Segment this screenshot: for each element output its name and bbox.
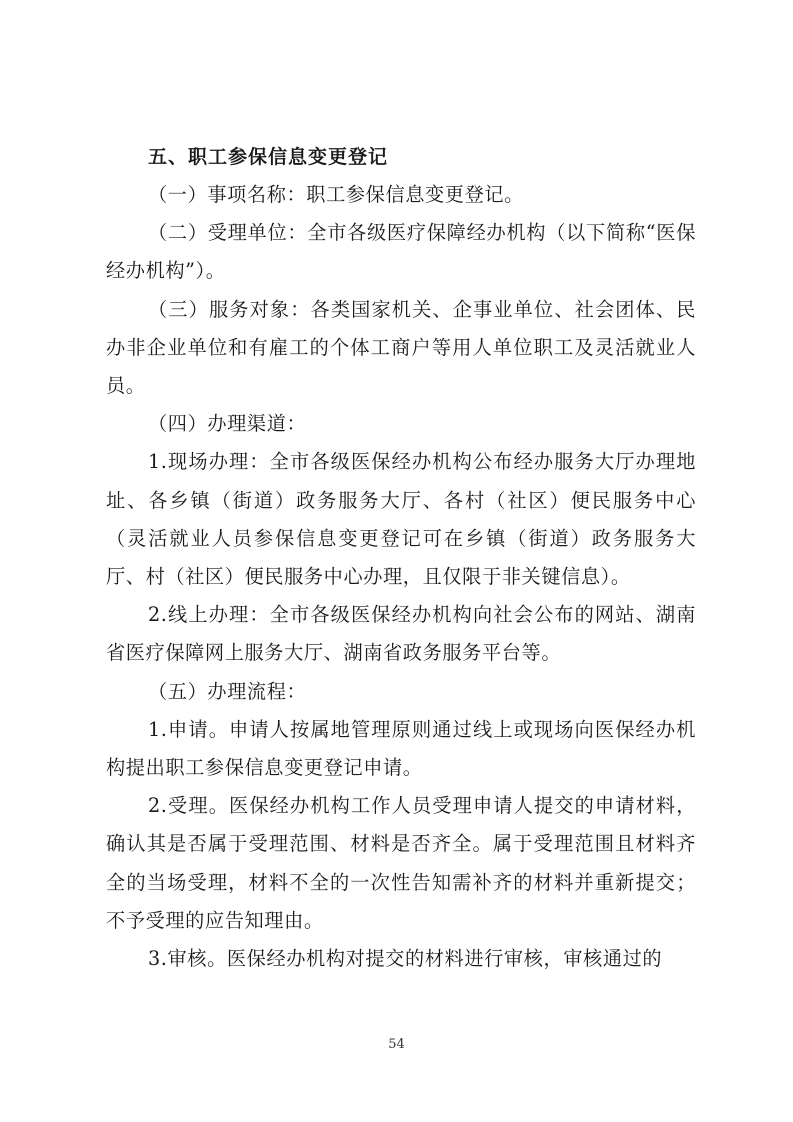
document-body: [106, 138, 696, 978]
paragraph-accepting-unit: （二）受理单位：全市各级医疗保障经办机构（以下简称“医保经办机构”）。: [106, 221, 696, 283]
paragraph-accept: 2.受理。医保经办机构工作人员受理申请人提交的申请材料，确认其是否属于受理范围、材料是否齐全。属于受理范围且材料齐全的当场受理，材料不全的一次性告知需补齐的材料并重新提交；不予受理的应告知理由。: [106, 794, 696, 932]
paragraph-process-heading: （五）办理流程：: [148, 679, 307, 703]
paragraph-service-target: （三）服务对象：各类国家机关、企事业单位、社会团体、民办非企业单位和有雇工的个体工商户等用人单位职工及灵活就业人员。: [106, 297, 696, 398]
paragraph-apply: 1.申请。申请人按属地管理原则通过线上或现场向医保经办机构提出职工参保信息变更登记申请。: [106, 717, 696, 780]
paragraph-channels-heading: （四）办理渠道：: [148, 412, 307, 436]
paragraph-online: 2.线上办理：全市各级医保经办机构向社会公布的网站、湖南省医疗保障网上服务大厅、湖南省政务服务平台等。: [106, 603, 696, 665]
paragraph-onsite: 1.现场办理：全市各级医保经办机构公布经办服务大厅办理地址、各乡镇（街道）政务服务大厅、各村（社区）便民服务中心（灵活就业人员参保信息变更登记可在乡镇（街道）政务服务大厅、村（社区）便民服务中心办理，且仅限于非关键信息）。: [106, 450, 696, 589]
page-number: 54: [388, 1037, 405, 1052]
paragraph-item-name: （一）事项名称：职工参保信息变更登记。: [148, 183, 524, 206]
paragraph-review: 3.审核。医保经办机构对提交的材料进行审核，审核通过的: [148, 947, 663, 971]
section-heading: 五、职工参保信息变更登记: [148, 146, 389, 168]
